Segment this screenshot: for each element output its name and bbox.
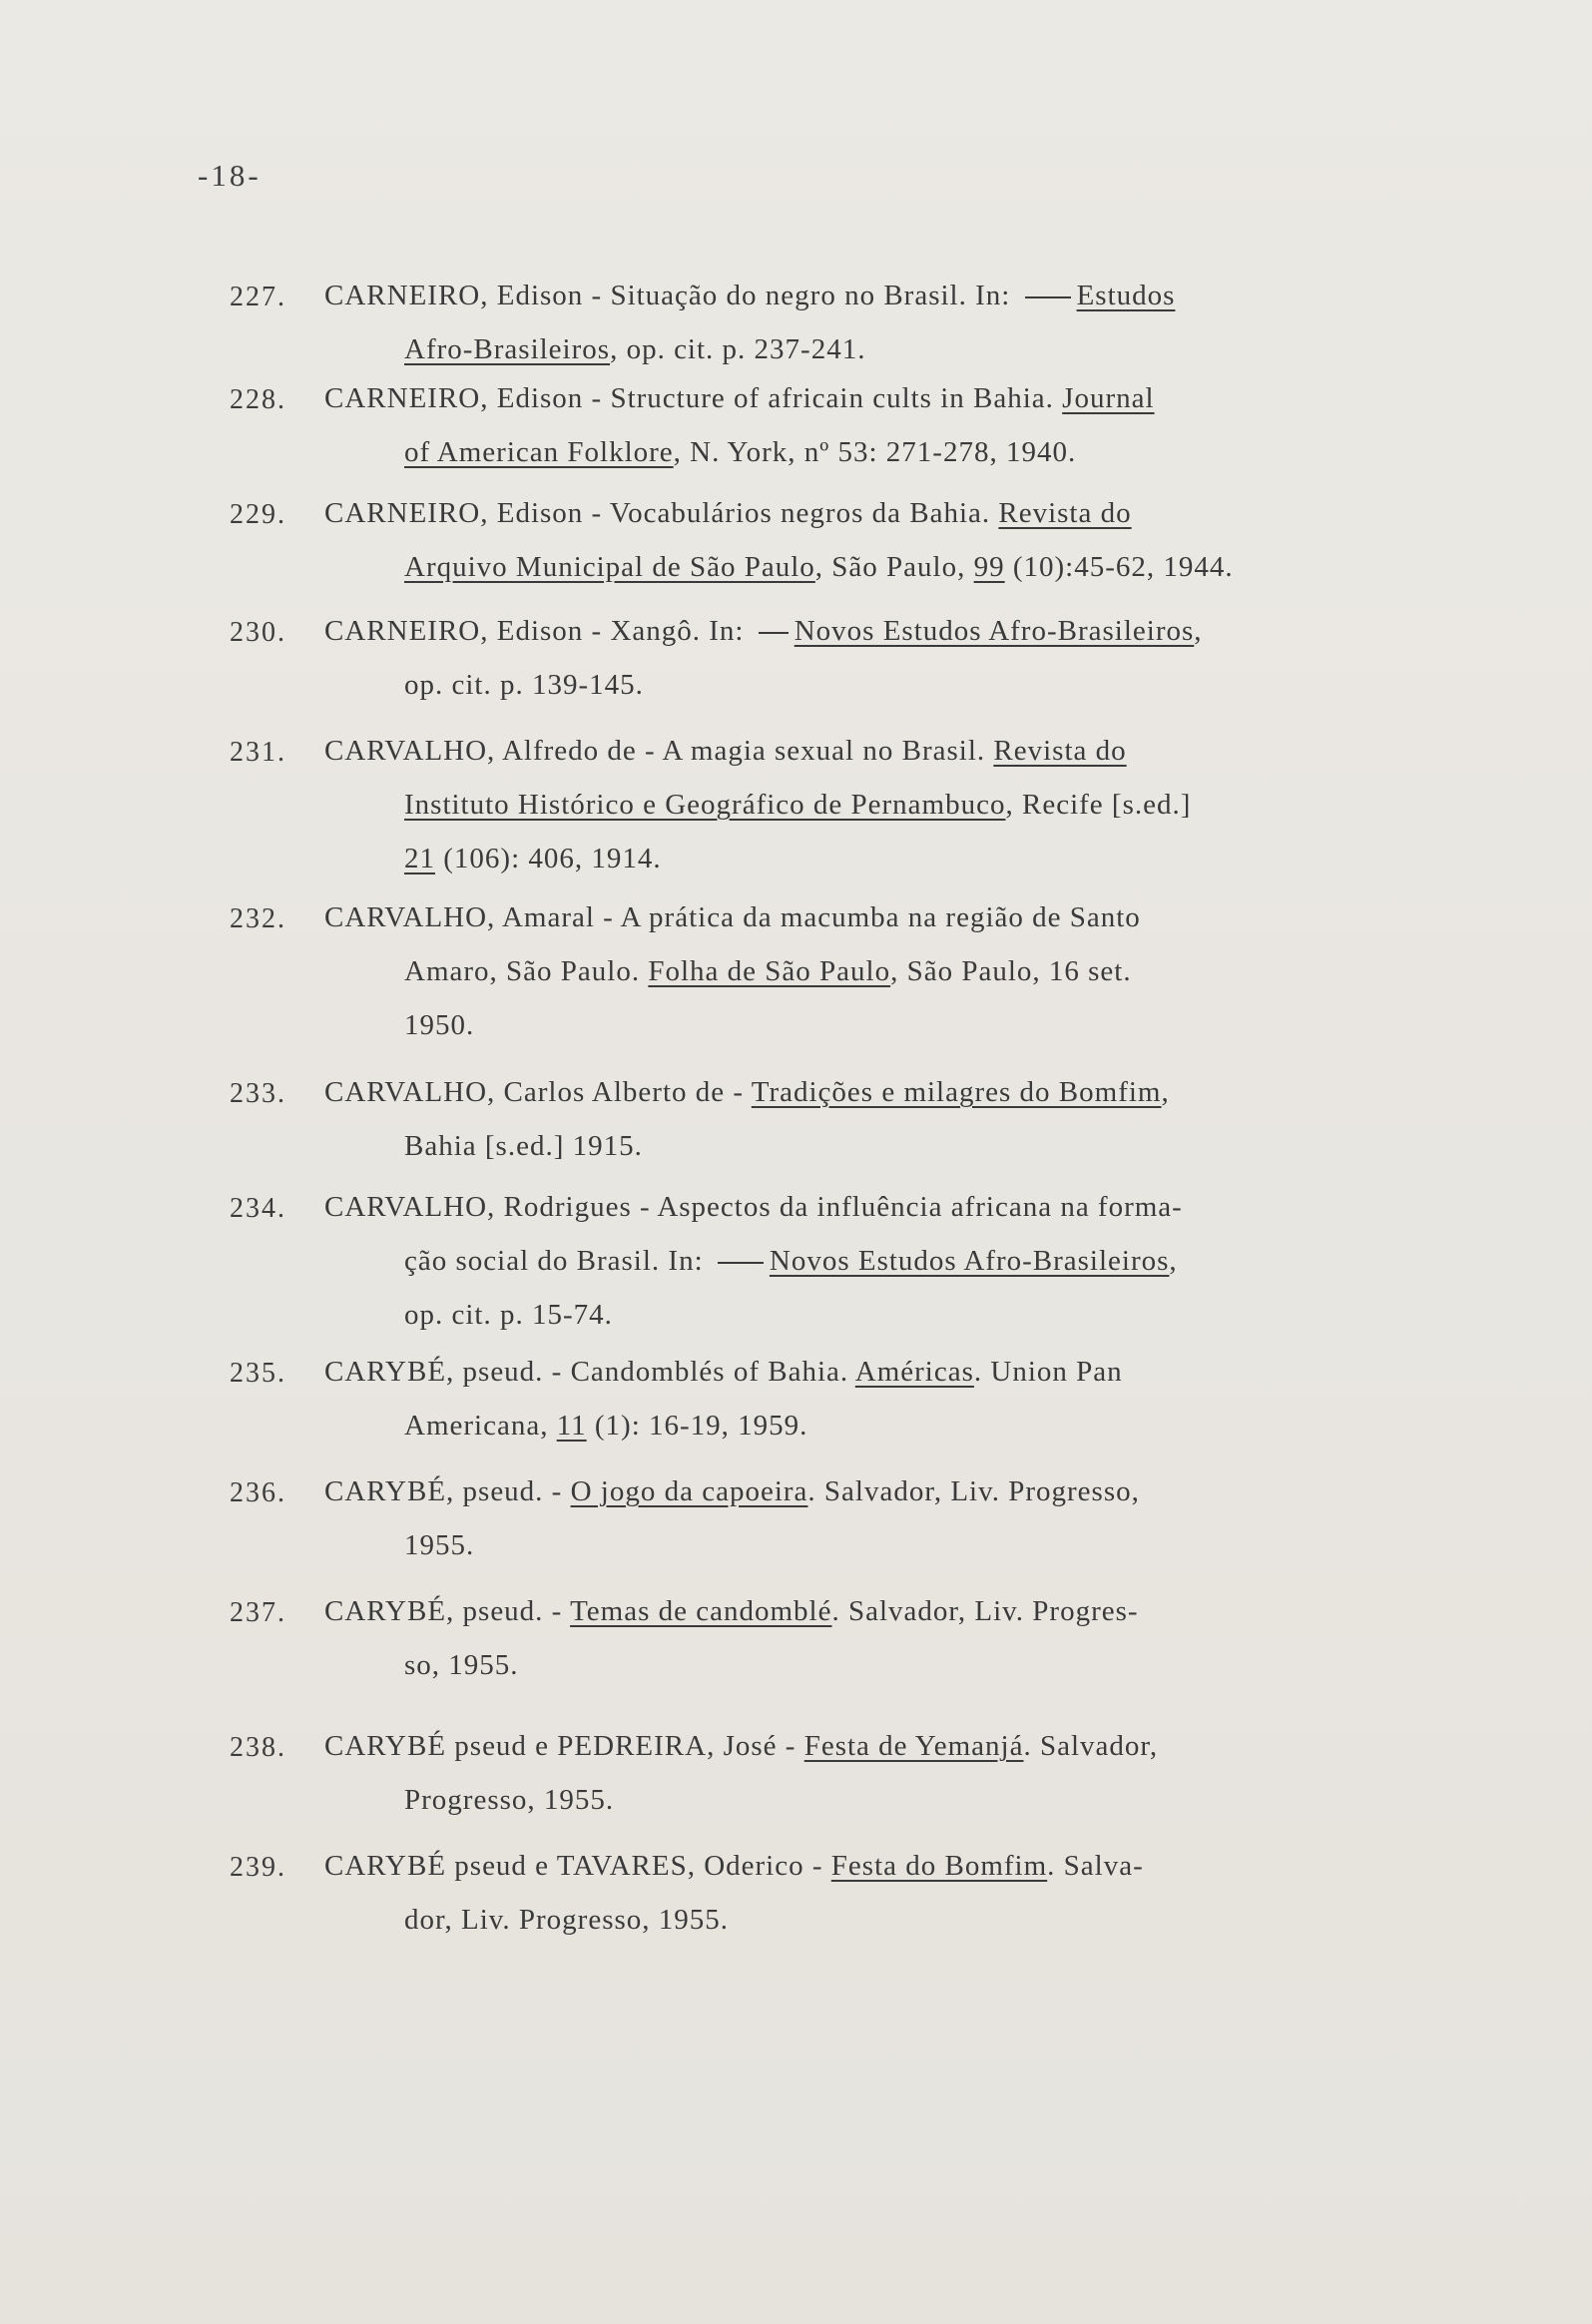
- entry-line: [404, 1529, 474, 1562]
- entry-text: . Salvador,: [1023, 1730, 1159, 1762]
- entry-line: [324, 1595, 1139, 1628]
- entry-text: , São Paulo, 16 set.: [890, 955, 1132, 987]
- entry-text: so, 1955.: [404, 1649, 519, 1681]
- entry-line: [404, 955, 1132, 988]
- entry-number: 236.: [230, 1477, 286, 1508]
- entry-text: CARYBÉ, pseud. -: [324, 1595, 571, 1627]
- entry-line: [404, 843, 662, 875]
- entry-number: 237.: [230, 1597, 286, 1628]
- entry-text: Bahia [s.ed.] 1915.: [404, 1130, 643, 1162]
- entry-text: ,: [1161, 1076, 1170, 1108]
- entry-number: 234.: [230, 1193, 286, 1224]
- entry-line: [324, 735, 1127, 768]
- entry-number: 232.: [230, 903, 286, 934]
- entry-line: [404, 1299, 613, 1332]
- ditto-dash: [1025, 296, 1071, 298]
- entry-line: [324, 1356, 1123, 1389]
- entry-line: [404, 1904, 729, 1937]
- entry-line: [324, 1475, 1140, 1508]
- underlined-title: Novos Estudos Afro-Brasileiros: [794, 615, 1195, 647]
- entry-line: [404, 551, 1234, 584]
- underlined-title: Revista do: [998, 497, 1132, 529]
- entry-text: op. cit. p. 15-74.: [404, 1299, 613, 1331]
- entry-number: 235.: [230, 1358, 286, 1389]
- underlined-title: of American Folklore: [404, 436, 674, 468]
- entry-line: [404, 436, 1076, 469]
- entry-line: [404, 333, 865, 366]
- entry-text: (10):45-62, 1944.: [1004, 551, 1234, 583]
- entry-line: [324, 1850, 1144, 1883]
- entry-text: CARYBÉ, pseud. - Candomblés of Bahia.: [324, 1356, 855, 1388]
- underlined-title: 99: [973, 551, 1005, 583]
- underlined-title: Tradições e milagres do Bomfim: [751, 1076, 1162, 1108]
- entry-line: [324, 615, 1203, 648]
- entry-line: [324, 901, 1141, 934]
- entry-text: Amaro, São Paulo.: [404, 955, 649, 987]
- underlined-title: O jogo da capoeira: [570, 1475, 808, 1507]
- entry-line: [324, 382, 1155, 415]
- entry-text: CARNEIRO, Edison - Structure of africain cults in Bahia.: [324, 382, 1063, 414]
- underlined-title: Novos Estudos Afro-Brasileiros: [769, 1245, 1170, 1277]
- entry-number: 233.: [230, 1078, 286, 1109]
- entry-text: , N. York, nº 53: 271-278, 1940.: [673, 436, 1077, 468]
- entry-line: [404, 1245, 1178, 1278]
- underlined-title: Afro-Brasileiros: [404, 333, 611, 365]
- underlined-title: Estudos: [1076, 280, 1176, 311]
- entry-text: dor, Liv. Progresso, 1955.: [404, 1904, 730, 1936]
- entry-line: [324, 1076, 1170, 1109]
- entry-text: CARNEIRO, Edison - Vocabulários negros da Bahia.: [324, 497, 999, 529]
- entry-text: CARYBÉ pseud e PEDREIRA, José -: [324, 1730, 804, 1762]
- entry-text: 1950.: [404, 1009, 475, 1041]
- entry-number: 239.: [230, 1852, 286, 1883]
- underlined-title: Instituto Histórico e Geográfico de Pernambuco: [404, 789, 1006, 821]
- entry-text: . Salvador, Liv. Progres-: [831, 1595, 1139, 1627]
- entry-text: ção social do Brasil. In:: [404, 1245, 712, 1277]
- underlined-title: Arquivo Municipal de São Paulo: [404, 551, 815, 583]
- entry-text: ,: [1194, 615, 1203, 647]
- entry-number: 227.: [230, 282, 286, 312]
- entry-text: CARYBÉ pseud e TAVARES, Oderico -: [324, 1850, 831, 1882]
- entry-text: . Union Pan: [973, 1356, 1123, 1388]
- entry-number: 229.: [230, 499, 286, 530]
- entry-number: 231.: [230, 737, 286, 768]
- underlined-title: Temas de candomblé: [570, 1595, 832, 1627]
- entry-text: Americana,: [404, 1410, 557, 1442]
- entry-text: (1): 16-19, 1959.: [586, 1410, 808, 1442]
- entry-text: CARVALHO, Rodrigues - Aspectos da influência africana na forma-: [324, 1191, 1183, 1223]
- entry-line: [404, 1130, 643, 1163]
- entry-line: [324, 1191, 1183, 1224]
- entry-text: . Salva-: [1047, 1850, 1144, 1882]
- entry-text: CARNEIRO, Edison - Situação do negro no Brasil. In:: [324, 280, 1019, 311]
- entry-text: op. cit. p. 139-145.: [404, 669, 644, 701]
- entry-line: [404, 1009, 474, 1042]
- ditto-dash: [718, 1262, 764, 1264]
- entry-line: [404, 669, 644, 702]
- entry-text: CARVALHO, Amaral - A prática da macumba na região de Santo: [324, 901, 1141, 933]
- entry-text: Progresso, 1955.: [404, 1784, 615, 1816]
- underlined-title: 11: [556, 1410, 587, 1442]
- entry-text: CARVALHO, Carlos Alberto de -: [324, 1076, 752, 1108]
- entry-text: , São Paulo,: [814, 551, 974, 583]
- entry-number: 228.: [230, 384, 286, 415]
- underlined-title: Festa de Yemanjá: [803, 1730, 1024, 1762]
- entry-text: 1955.: [404, 1529, 475, 1561]
- entry-text: CARVALHO, Alfredo de - A magia sexual no Brasil.: [324, 735, 994, 767]
- entry-text: CARYBÉ, pseud. -: [324, 1475, 571, 1507]
- underlined-title: Revista do: [993, 735, 1127, 767]
- entry-line: [404, 789, 1191, 822]
- entry-text: (106): 406, 1914.: [435, 843, 662, 874]
- entry-line: [324, 497, 1132, 530]
- underlined-title: 21: [404, 843, 435, 874]
- entry-text: , op. cit. p. 237-241.: [610, 333, 866, 365]
- entry-number: 230.: [230, 617, 286, 648]
- underlined-title: Festa do Bomfim: [830, 1850, 1048, 1882]
- entry-text: ,: [1169, 1245, 1178, 1277]
- underlined-title: Folha de São Paulo: [648, 955, 891, 987]
- underlined-title: Journal: [1062, 382, 1155, 414]
- entry-line: [324, 1730, 1158, 1763]
- entry-line: [324, 280, 1175, 312]
- entry-line: [404, 1649, 519, 1682]
- entry-text: CARNEIRO, Edison - Xangô. In:: [324, 615, 753, 647]
- entry-number: 238.: [230, 1732, 286, 1763]
- ditto-dash: [759, 632, 789, 634]
- entry-text: . Salvador, Liv. Progresso,: [807, 1475, 1140, 1507]
- entry-line: [404, 1410, 807, 1443]
- entry-text: , Recife [s.ed.]: [1005, 789, 1192, 821]
- entry-line: [404, 1784, 614, 1817]
- page-number: -18-: [198, 158, 262, 193]
- underlined-title: Américas: [854, 1356, 974, 1388]
